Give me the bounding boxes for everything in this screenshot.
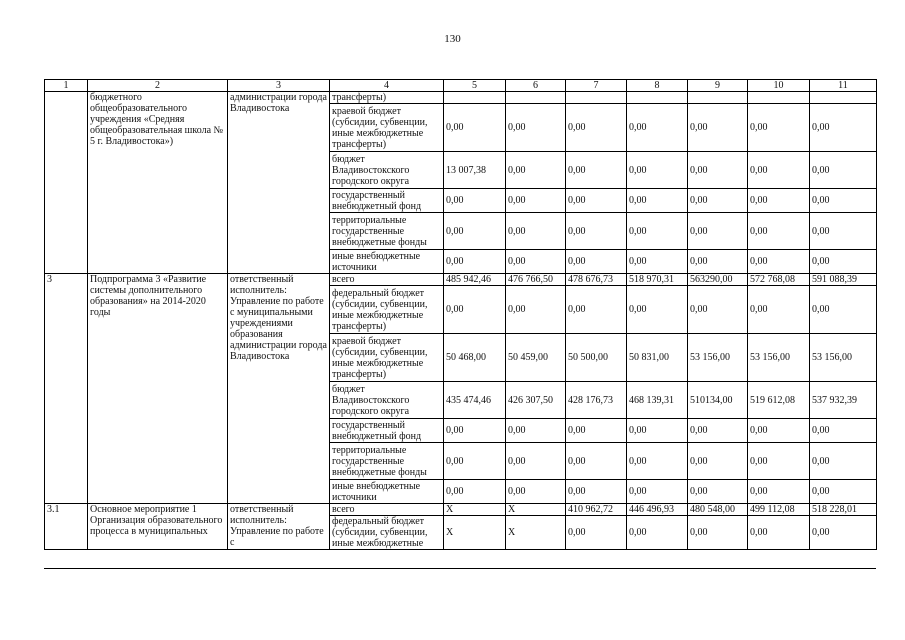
header-cell: 5 [444, 80, 506, 92]
page-number: 130 [444, 33, 461, 45]
value-cell [627, 92, 688, 104]
funding-source: бюджет Владивостокского городского округа [330, 152, 444, 189]
value-cell: 0,00 [566, 419, 627, 443]
value-cell: 0,00 [627, 213, 688, 250]
value-cell: 510134,00 [688, 382, 748, 419]
value-cell: 0,00 [566, 250, 627, 274]
value-cell: 0,00 [566, 480, 627, 504]
value-cell: 0,00 [748, 250, 810, 274]
value-cell: 0,00 [444, 443, 506, 480]
value-cell: 0,00 [506, 104, 566, 152]
program-name: Основное мероприятие 1 Организация образовательного процесса в муниципальных [88, 504, 228, 550]
header-cell: 4 [330, 80, 444, 92]
header-cell: 1 [45, 80, 88, 92]
value-cell: 0,00 [810, 104, 877, 152]
value-cell: 591 088,39 [810, 274, 877, 286]
header-cell: 3 [228, 80, 330, 92]
table-body [45, 80, 877, 550]
value-cell [566, 92, 627, 104]
value-cell: 0,00 [506, 189, 566, 213]
table-row [45, 92, 877, 104]
program-name: Подпрограмма 3 «Развитие системы дополнительного образования» на 2014-2020 годы [88, 274, 228, 504]
funding-source: территориальные государственные внебюджетные фонды [330, 213, 444, 250]
value-cell: 468 139,31 [627, 382, 688, 419]
value-cell: 0,00 [627, 443, 688, 480]
value-cell: 0,00 [810, 286, 877, 334]
table-row [45, 274, 877, 286]
value-cell: 0,00 [566, 104, 627, 152]
value-cell: 0,00 [688, 250, 748, 274]
funding-source: иные внебюджетные источники [330, 480, 444, 504]
value-cell: 0,00 [506, 152, 566, 189]
value-cell: 0,00 [506, 250, 566, 274]
value-cell: 0,00 [627, 189, 688, 213]
value-cell: 0,00 [688, 516, 748, 550]
value-cell: 0,00 [506, 443, 566, 480]
value-cell: 0,00 [566, 152, 627, 189]
value-cell: 0,00 [688, 189, 748, 213]
value-cell: 0,00 [627, 250, 688, 274]
value-cell: 499 112,08 [748, 504, 810, 516]
value-cell [810, 92, 877, 104]
program-name: бюджетного общеобразовательного учреждения «Средняя общеобразовательная школа № 5 г. Владивостока») [88, 92, 228, 274]
executor: ответственный исполнитель: Управление по работе с муниципальными учреждениями образования администрации города Владивостока [228, 274, 330, 504]
funding-source: государственный внебюджетный фонд [330, 189, 444, 213]
value-cell: 0,00 [748, 286, 810, 334]
value-cell: 480 548,00 [688, 504, 748, 516]
value-cell: 0,00 [627, 480, 688, 504]
value-cell: 0,00 [506, 480, 566, 504]
value-cell: 0,00 [688, 480, 748, 504]
value-cell: 0,00 [810, 516, 877, 550]
value-cell: 0,00 [566, 516, 627, 550]
value-cell: 0,00 [810, 443, 877, 480]
value-cell: 0,00 [748, 480, 810, 504]
value-cell: 435 474,46 [444, 382, 506, 419]
value-cell: 0,00 [444, 104, 506, 152]
value-cell: 0,00 [444, 189, 506, 213]
funding-source: государственный внебюджетный фонд [330, 419, 444, 443]
value-cell: 0,00 [748, 104, 810, 152]
value-cell: 0,00 [688, 104, 748, 152]
value-cell: 0,00 [566, 213, 627, 250]
value-cell: 0,00 [566, 443, 627, 480]
bottom-rule [44, 568, 876, 569]
value-cell [506, 92, 566, 104]
value-cell: 426 307,50 [506, 382, 566, 419]
funding-source: бюджет Владивостокского городского округа [330, 382, 444, 419]
header-row [45, 80, 877, 92]
value-cell: 0,00 [748, 213, 810, 250]
value-cell: X [506, 516, 566, 550]
value-cell: 518 970,31 [627, 274, 688, 286]
value-cell: 0,00 [688, 419, 748, 443]
value-cell: 0,00 [444, 419, 506, 443]
header-cell: 7 [566, 80, 627, 92]
value-cell: 0,00 [506, 213, 566, 250]
value-cell: 0,00 [506, 419, 566, 443]
value-cell: 0,00 [688, 443, 748, 480]
header-cell: 8 [627, 80, 688, 92]
value-cell: 485 942,46 [444, 274, 506, 286]
value-cell: X [506, 504, 566, 516]
value-cell: 0,00 [748, 443, 810, 480]
funding-source: краевой бюджет (субсидии, субвенции, иные межбюджетные трансферты) [330, 334, 444, 382]
value-cell: 0,00 [810, 480, 877, 504]
value-cell: 0,00 [444, 213, 506, 250]
value-cell: 518 228,01 [810, 504, 877, 516]
value-cell: 50 831,00 [627, 334, 688, 382]
value-cell: 0,00 [748, 419, 810, 443]
header-cell: 9 [688, 80, 748, 92]
executor: ответственный исполнитель: Управление по работе с [228, 504, 330, 550]
value-cell: 519 612,08 [748, 382, 810, 419]
value-cell: 0,00 [810, 213, 877, 250]
value-cell: 0,00 [566, 286, 627, 334]
value-cell: 563290,00 [688, 274, 748, 286]
value-cell: 476 766,50 [506, 274, 566, 286]
funding-source: трансферты) [330, 92, 444, 104]
value-cell: 0,00 [810, 189, 877, 213]
value-cell: 0,00 [810, 152, 877, 189]
value-cell: 572 768,08 [748, 274, 810, 286]
value-cell: 0,00 [506, 286, 566, 334]
funding-source: иные внебюджетные источники [330, 250, 444, 274]
value-cell: 50 468,00 [444, 334, 506, 382]
value-cell: 478 676,73 [566, 274, 627, 286]
budget-table [44, 79, 877, 550]
value-cell: 0,00 [444, 250, 506, 274]
header-cell: 2 [88, 80, 228, 92]
funding-source: территориальные государственные внебюджетные фонды [330, 443, 444, 480]
value-cell: 0,00 [748, 516, 810, 550]
value-cell: X [444, 504, 506, 516]
value-cell: 0,00 [444, 480, 506, 504]
value-cell: 0,00 [627, 286, 688, 334]
value-cell: 53 156,00 [688, 334, 748, 382]
value-cell [444, 92, 506, 104]
header-cell: 11 [810, 80, 877, 92]
value-cell: 0,00 [627, 516, 688, 550]
value-cell: 13 007,38 [444, 152, 506, 189]
value-cell: 0,00 [688, 213, 748, 250]
value-cell: 0,00 [627, 152, 688, 189]
value-cell: 0,00 [627, 104, 688, 152]
value-cell: 0,00 [810, 419, 877, 443]
table-row [45, 504, 877, 516]
value-cell: 50 500,00 [566, 334, 627, 382]
value-cell: 53 156,00 [748, 334, 810, 382]
value-cell: 446 496,93 [627, 504, 688, 516]
header-cell: 6 [506, 80, 566, 92]
value-cell: 0,00 [748, 152, 810, 189]
value-cell: 50 459,00 [506, 334, 566, 382]
value-cell: 0,00 [688, 152, 748, 189]
value-cell: 410 962,72 [566, 504, 627, 516]
row-number [45, 92, 88, 274]
value-cell: 0,00 [688, 286, 748, 334]
executor: администрации города Владивостока [228, 92, 330, 274]
value-cell: 0,00 [810, 250, 877, 274]
row-number: 3.1 [45, 504, 88, 550]
funding-source: федеральный бюджет (субсидии, субвенции, иные межбюджетные [330, 516, 444, 550]
value-cell: 428 176,73 [566, 382, 627, 419]
value-cell: X [444, 516, 506, 550]
value-cell: 537 932,39 [810, 382, 877, 419]
value-cell: 0,00 [444, 286, 506, 334]
funding-source: краевой бюджет (субсидии, субвенции, иные межбюджетные трансферты) [330, 104, 444, 152]
value-cell [688, 92, 748, 104]
value-cell: 0,00 [748, 189, 810, 213]
funding-source: всего [330, 504, 444, 516]
row-number: 3 [45, 274, 88, 504]
value-cell: 0,00 [566, 189, 627, 213]
value-cell [748, 92, 810, 104]
value-cell: 0,00 [627, 419, 688, 443]
funding-source: всего [330, 274, 444, 286]
header-cell: 10 [748, 80, 810, 92]
value-cell: 53 156,00 [810, 334, 877, 382]
funding-source: федеральный бюджет (субсидии, субвенции, иные межбюджетные трансферты) [330, 286, 444, 334]
